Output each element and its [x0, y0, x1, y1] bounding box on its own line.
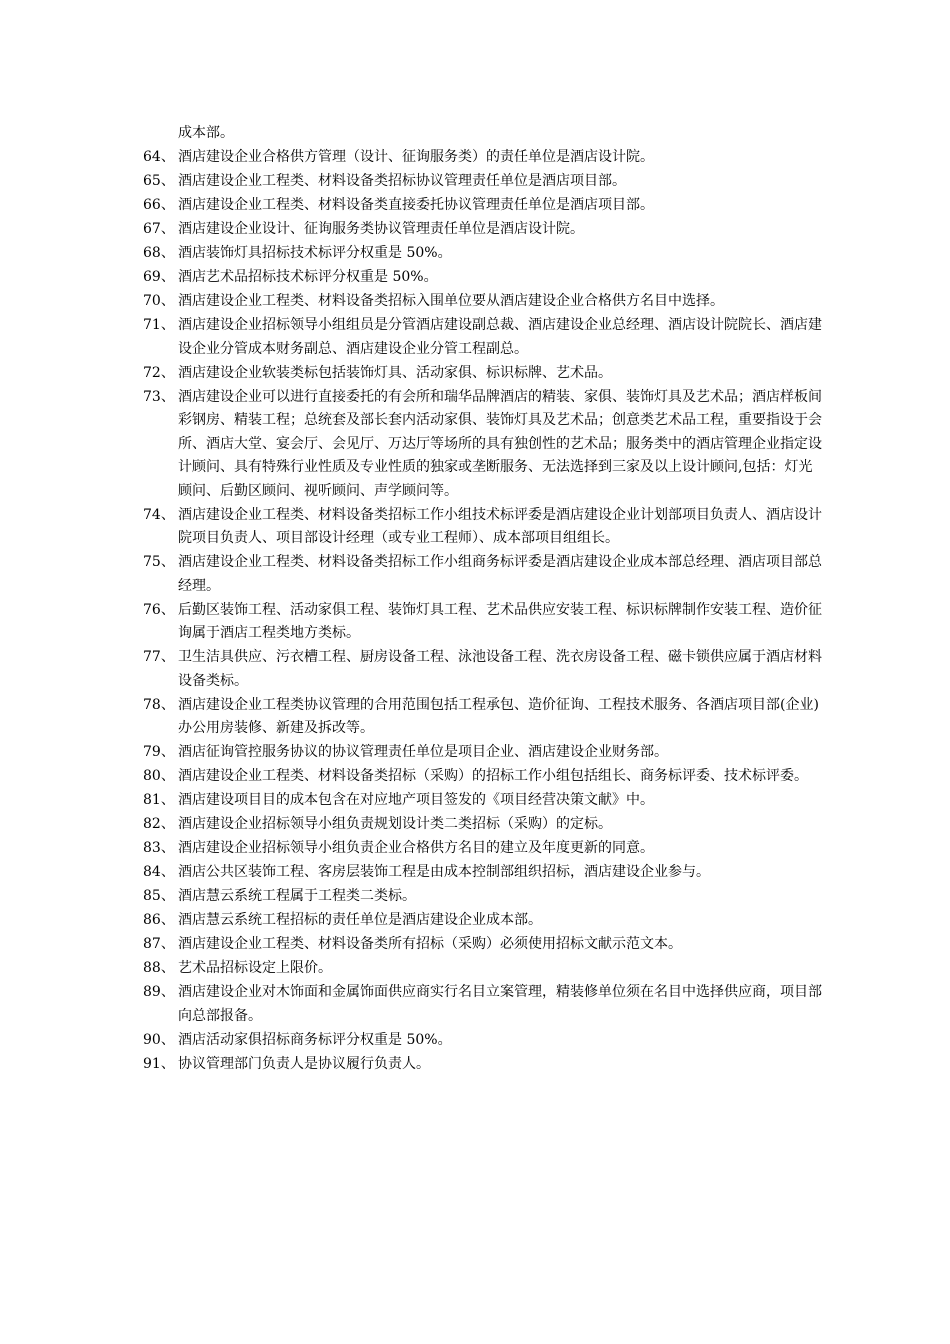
list-item-number: 72、 — [143, 364, 175, 381]
list-item-text: 酒店征询管控服务协议的协议管理责任单位是项目企业、酒店建设企业财务部。 — [178, 744, 668, 760]
list-item-text: 酒店慧云系统工程招标的责任单位是酒店建设企业成本部。 — [178, 912, 542, 928]
list-item — [143, 933, 823, 957]
list-item-text: 酒店建设企业招标领导小组组员是分管酒店建设副总裁、酒店建设企业总经理、酒店设计院院长、酒店建设企业分管成本财务副总、酒店建设企业分管工程副总。 — [178, 317, 822, 357]
list-item-number: 73、 — [143, 388, 175, 405]
list-item-number: 91、 — [143, 1055, 175, 1072]
list-item — [143, 170, 823, 194]
list-item-continuation — [143, 122, 823, 146]
list-item-number: 76、 — [143, 601, 175, 618]
list-item-number: 78、 — [143, 696, 175, 713]
list-item — [143, 386, 823, 504]
list-item-text: 酒店建设企业软装类标包括装饰灯具、活动家俱、标识标牌、艺术品。 — [178, 364, 612, 381]
list-item-text: 酒店建设企业工程类、材料设备类所有招标（采购）必须使用招标文献示范文本。 — [178, 936, 682, 952]
list-item-text: 酒店建设企业招标领导小组负责规划设计类二类招标（采购）的定标。 — [178, 816, 612, 832]
list-item-text: 酒店慧云系统工程属于工程类二类标。 — [178, 888, 416, 904]
list-item — [143, 765, 823, 789]
list-item — [143, 957, 823, 981]
list-item-number: 70、 — [143, 293, 175, 309]
list-item-text: 酒店建设企业工程类、材料设备类招标协议管理责任单位是酒店项目部。 — [178, 173, 626, 189]
list-item — [143, 290, 823, 314]
list-item — [143, 194, 823, 218]
list-item — [143, 362, 823, 386]
list-item-text: 酒店建设企业工程类、材料设备类招标工作小组商务标评委是酒店建设企业成本部总经理、酒店项目部总经理。 — [178, 554, 822, 594]
list-item-text: 酒店建设项目目的成本包含在对应地产项目签发的《项目经营决策文献》中。 — [178, 792, 654, 808]
list-item-number: 64、 — [143, 149, 175, 165]
list-item — [143, 861, 823, 885]
list-item — [143, 599, 823, 646]
list-item — [143, 646, 823, 693]
list-item-number: 89、 — [143, 984, 175, 1000]
list-item-text: 酒店建设企业工程类、材料设备类招标入围单位要从酒店建设企业合格供方名目中选择。 — [178, 293, 724, 309]
list-item-text: 酒店建设企业工程类、材料设备类直接委托协议管理责任单位是酒店项目部。 — [178, 197, 654, 213]
list-item-number: 82、 — [143, 816, 175, 832]
list-item-number: 83、 — [143, 840, 175, 856]
list-item-number: 79、 — [143, 744, 175, 760]
list-item-text: 酒店装饰灯具招标技术标评分权重是 50%。 — [178, 245, 452, 261]
list-item-text: 协议管理部门负责人是协议履行负责人。 — [178, 1055, 430, 1072]
list-item-number: 68、 — [143, 245, 175, 261]
list-item — [143, 146, 823, 170]
list-item-text: 酒店建设企业工程类、材料设备类招标（采购）的招标工作小组包括组长、商务标评委、技术标评委。 — [178, 768, 808, 784]
list-item-number: 69、 — [143, 269, 175, 285]
list-item-text: 成本部。 — [178, 125, 234, 141]
list-item-number: 81、 — [143, 792, 175, 808]
list-item-number: 67、 — [143, 221, 175, 237]
list-item-number: 65、 — [143, 173, 175, 189]
list-item — [143, 504, 823, 551]
list-item — [143, 551, 823, 598]
list-item-number: 66、 — [143, 197, 175, 213]
list-item — [143, 789, 823, 813]
list-item-number: 85、 — [143, 888, 175, 904]
list-item-text: 酒店建设企业设计、征询服务类协议管理责任单位是酒店设计院。 — [178, 221, 584, 237]
list-item — [143, 885, 823, 909]
list-item-text: 酒店公共区装饰工程、客房层装饰工程是由成本控制部组织招标，酒店建设企业参与。 — [178, 864, 710, 880]
numbered-list — [143, 122, 823, 1077]
list-item-text: 酒店活动家俱招标商务标评分权重是 50%。 — [178, 1031, 452, 1048]
list-item-number: 80、 — [143, 768, 175, 784]
list-item-text: 酒店建设企业合格供方管理（设计、征询服务类）的责任单位是酒店设计院。 — [178, 149, 654, 165]
list-item — [143, 837, 823, 861]
list-item — [143, 1053, 823, 1077]
list-item-text: 艺术品招标设定上限价。 — [178, 960, 332, 976]
list-item — [143, 981, 823, 1028]
list-item-number: 90、 — [143, 1031, 175, 1048]
list-item — [143, 242, 823, 266]
list-item-text: 酒店建设企业招标领导小组负责企业合格供方名目的建立及年度更新的同意。 — [178, 840, 654, 856]
list-item-number: 74、 — [143, 506, 175, 523]
list-item-text: 酒店建设企业工程类协议管理的合用范围包括工程承包、造价征询、工程技术服务、各酒店项目部(企业)办公用房装修、新建及拆改等。 — [178, 696, 819, 736]
list-item-number: 75、 — [143, 554, 175, 570]
list-item-text: 酒店建设企业可以进行直接委托的有会所和瑞华品牌酒店的精装、家俱、装饰灯具及艺术品；酒店样板间彩钢房、精装工程；总统套及部长套内活动家俱、装饰灯具及艺术品；创意类艺术品工程，重要指设于会所、酒店大堂、宴会厅、会见厅、万达厅等场所的具有独创性的艺术品；服务类中的酒店管理企业指定设计顾问、具有特殊行业性质及专业性质的独家或垄断服务、无法选择到三家及以上设计顾问,包括：灯光顾问、后勤区顾问、视听顾问、声学顾问等。 — [178, 388, 822, 499]
list-item — [143, 218, 823, 242]
list-item-number: 88、 — [143, 960, 175, 976]
list-item-number: 87、 — [143, 936, 175, 952]
list-item — [143, 694, 823, 741]
list-item-text: 后勤区装饰工程、活动家俱工程、装饰灯具工程、艺术品供应安装工程、标识标牌制作安装工程、造价征询属于酒店工程类地方类标。 — [178, 601, 822, 641]
list-item — [143, 1029, 823, 1053]
list-item-number: 77、 — [143, 649, 175, 665]
list-item-number: 84、 — [143, 864, 175, 880]
list-item — [143, 266, 823, 290]
list-item — [143, 741, 823, 765]
list-item — [143, 909, 823, 933]
list-item-number: 86、 — [143, 912, 175, 928]
list-item-text: 酒店建设企业对木饰面和金属饰面供应商实行名目立案管理，精装修单位须在名目中选择供应商，项目部向总部报备。 — [178, 984, 822, 1024]
list-item — [143, 813, 823, 837]
list-item — [143, 314, 823, 361]
list-item-text: 卫生洁具供应、污衣槽工程、厨房设备工程、泳池设备工程、洗衣房设备工程、磁卡锁供应属于酒店材料设备类标。 — [178, 649, 822, 689]
list-item-number: 71、 — [143, 317, 175, 333]
list-item-text: 酒店艺术品招标技术标评分权重是 50%。 — [178, 269, 438, 285]
list-item-text: 酒店建设企业工程类、材料设备类招标工作小组技术标评委是酒店建设企业计划部项目负责人、酒店设计院项目负责人、项目部设计经理（或专业工程师）、成本部项目组组长。 — [178, 506, 822, 546]
